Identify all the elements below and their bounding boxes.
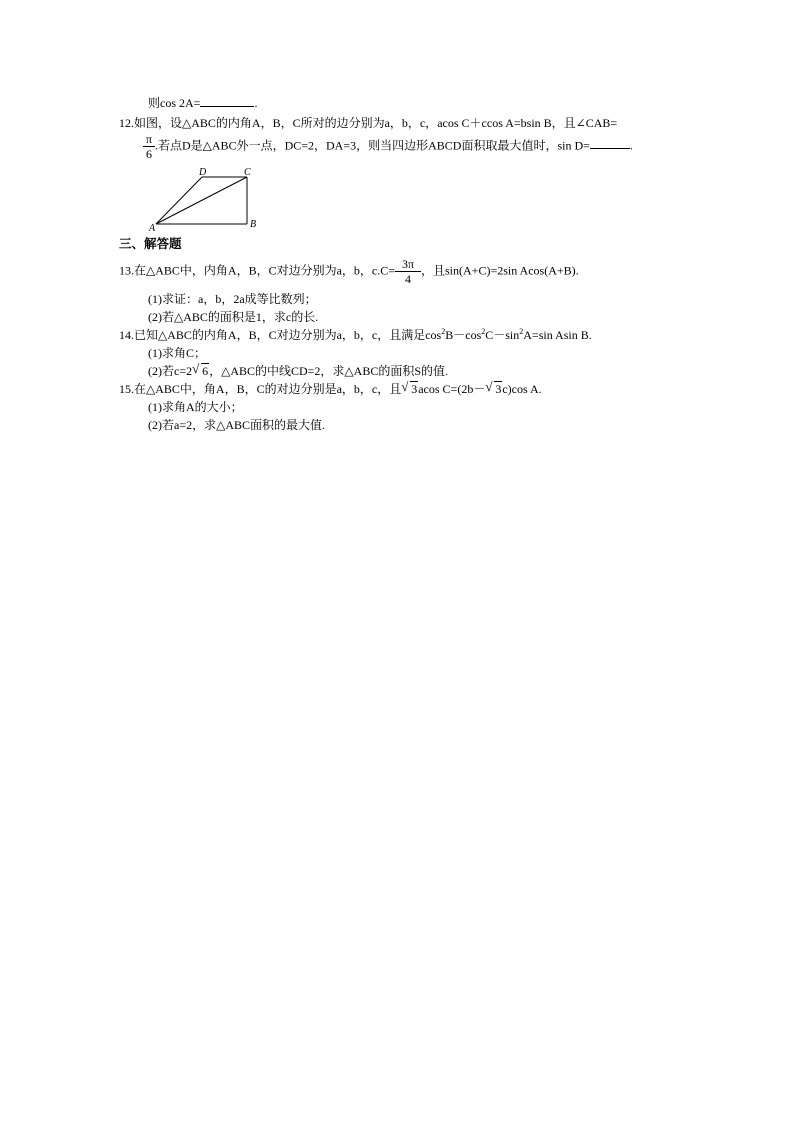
q11-text: 则cos 2A= [148,96,201,110]
sqrt-6: √ 6 [192,361,209,378]
q13-fraction: $\frac{3\pi}{4}$ [395,257,421,286]
q12-line1: 12.如图，设△ABC的内角A，B，C所对的边分别为a，b，c，acos C＋ccos A=bsin B，且∠CAB= [119,116,618,130]
q12-fraction: $\frac{\pi}{6}$ [143,132,155,161]
q14-line1: 14.已知△ABC的内角A，B，C对边分别为a，b，c，且满足$\cos^2B-\cos^2C-\sin^2A=\sin$ Asin B. [119,327,592,342]
q11-answer-blank [200,96,254,107]
section-heading: 三、解答题 [119,237,182,251]
q13-part1: (1)求证：a，b，2a成等比数列； [148,292,317,306]
q13-line1: 13.在△ABC中，内角A，B，C对边分别为a，b，c.C= $\frac{3\pi}{4}$ ，且sin(A+C)=2sin Acos(A+B). [119,257,579,286]
q12-line2: $\frac{\pi}{6}$ .若点D是△ABC外一点，DC=2，DA=3，则当四边形ABCD面积取最大值时，sin D= . [143,132,633,161]
label-A: A [149,223,156,233]
label-B: B [250,219,257,230]
q14-part1: (1)求角C； [148,346,206,360]
q11-tail: 则cos 2A= . [148,96,258,110]
quadrilateral-figure [146,163,266,233]
q15-part1: (1)求角A的大小； [148,400,243,414]
q15-part2: (2)若a=2，求△ABC面积的最大值. [148,418,325,432]
q15-line1: 15.在△ABC中，角A，B，C的对边分别是a，b，c，且 √ 3acos C=(2b－ √ 3c)cos A. [119,379,542,396]
sqrt-3: √ 3 [401,379,418,396]
q14-part2: (2)若c=2 √ 6，△ABC的中线CD=2，求△ABC的面积S的值. [148,361,449,378]
sqrt-3: √ 3 [485,379,502,396]
label-C: C [244,167,251,178]
q13-part2: (2)若△ABC的面积是1，求c的长. [148,310,319,324]
q12-answer-blank [590,138,630,149]
label-D: D [199,167,207,178]
